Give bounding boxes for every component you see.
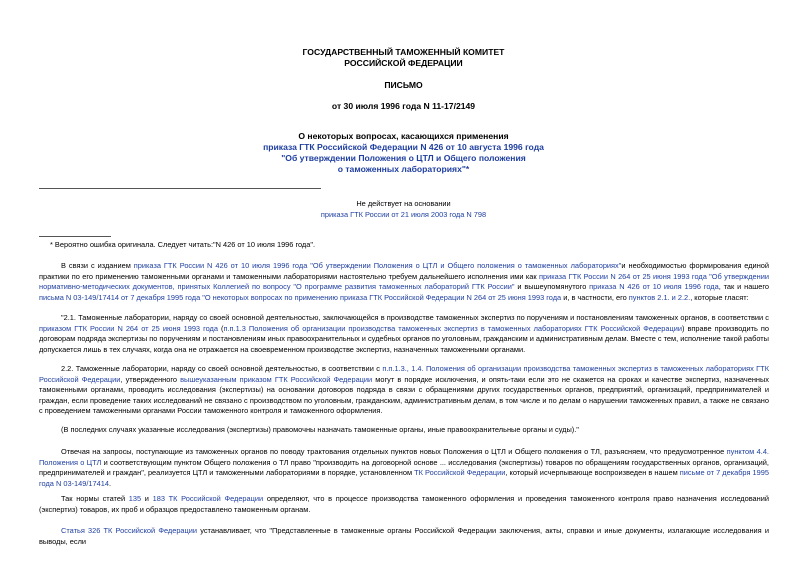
paragraph-6: Так нормы статей 135 и 183 ТК Российской Федерации определяют, что в процессе производства таможенного оформления и проведения таможенного контроля право назначения исследований (экспертиз) товаров, их проб и образцов предоставлено таможенным органам. (39, 494, 769, 514)
paragraph-1: В связи с изданием приказа ГТК России N 426 от 10 июля 1996 года "Об утверждении Положения о ЦТЛ и Общего положения о таможенных лабораториях"и необходимостью формирования единой практики по его применению таможенными органами и таможенными лабораториями настоятельно требуем дальнейшего исполнения ими как приказа ГТК России N 264 от 25 июня 1993 года "Об утверждении нормативно-методических документов, принятых Коллегией по вопросу "О программе развития таможенных лабораторий ГТК России" и вышеупомянутого приказа N 426 от 10 июля 1996 года, так и нашего письма N 03-149/17414 от 7 декабря 1995 года "О некоторых вопросах по применению приказа ГТК Российской Федерации N 264 от 25 июня 1993 года и, в частности, его пунктов 2.1. и 2.2., которые гласят: (39, 261, 770, 302)
link-article-135[interactable]: 135 (128, 494, 142, 503)
link-point-4-4[interactable]: пунктом 4.4. Положения о ЦТЛ (39, 447, 769, 467)
link-order-426[interactable]: приказа ГТК России N 426 от 10 июля 1996 года "Об утверждении Положения о ЦТЛ и Общего положения о таможенных лабораториях" (133, 261, 622, 270)
link-letter-1995[interactable]: письме от 7 декабря 1995 года N 03-149/17414 (39, 468, 769, 488)
link-article-326[interactable]: Статья 326 ТК Российской Федерации (61, 526, 198, 535)
link-customs-code[interactable]: ТК Российской Федерации (414, 468, 506, 478)
link-order-264-b[interactable]: приказом ГТК России N 264 от 25 июня 1993 года (39, 323, 218, 333)
doc-title-line1: О некоторых вопросах, касающихся применения (298, 131, 509, 141)
org-name-line1: ГОСУДАРСТВЕННЫЙ ТАМОЖЕННЫЙ КОМИТЕТ (302, 47, 505, 57)
link-letter-17414[interactable]: письма N 03-149/17414 от 7 декабря 1995 года "О некоторых вопросах по применению приказа ГТК Российской Федерации N 264 от 25 июня 1993 года (39, 292, 562, 302)
doc-date: от 30 июля 1996 года N 11-17/2149 (331, 101, 476, 111)
doc-type: ПИСЬМО (384, 80, 423, 90)
link-article-183[interactable]: 183 ТК Российской Федерации (152, 494, 264, 503)
link-regulation-1-3[interactable]: п.п.1.3 Положения об организации производства таможенных экспертиз в таможенных лабораториях ГТК Российской Федерации (223, 323, 682, 333)
link-regulation-1-3-1-4[interactable]: п.п.1.3., 1.4. Положения об организации производства таможенных экспертиз в таможенных лабораториях ГТК Российской Федерации (39, 364, 769, 384)
status-link[interactable]: приказа ГТК России от 21 июля 2003 года N 798 (320, 210, 487, 219)
footnote-divider (39, 236, 111, 237)
paragraph-2: "2.1. Таможенные лаборатории, наряду со своей основной деятельностью, заключающейся в производстве таможенных экспертиз по поручениям и постановлениям таможенных органов, в соответствии с приказом ГТК России N 264 от 25 июня 1993 года (п.п.1.3 Положения об организации производства таможенных экспертиз в таможенных лабораториях ГТК Российской Федерации) вправе производить по договорам подряда экспертизы по поручениям и постановлениям иных правоохранительных и судебных органов по уголовным, гражданским и административным делам. Вместе с тем, исполнение такой работы допускается лишь в тех случаях, когда она не отражается на своевременном производстве экспертиз, назначенных таможенными органами. (39, 313, 769, 354)
org-name-line2: РОССИЙСКОЙ ФЕДЕРАЦИИ (344, 58, 463, 68)
paragraph-4: (В последних случаях указанные исследования (экспертизы) правомочны назначать таможенные органы, иные правоохранительные органы и суды)." (61, 425, 579, 434)
footnote: * Вероятно ошибка оригинала. Следует читать:"N 426 от 10 июля 1996 года". (50, 240, 316, 249)
divider-top (39, 188, 321, 189)
link-order-264[interactable]: приказа ГТК России N 264 от 25 июня 1993 года "Об утверждении нормативно-методических документов, принятых Коллегией по вопросу "О программе развития таможенных лабораторий ГТК России" (39, 271, 769, 292)
link-points-2-1-2-2[interactable]: пунктов 2.1. и 2.2. (628, 292, 691, 302)
doc-title-link-line2[interactable]: приказа ГТК Российской Федерации N 426 от 10 августа 1996 года (263, 142, 544, 152)
paragraph-7: Статья 326 ТК Российской Федерации устанавливает, что "Представленные в таможенные органы Российской Федерации заключения, акты, справки и иные документы, излагающие исследования и выводы, если (39, 526, 769, 546)
paragraph-5: Отвечая на запросы, поступающие из таможенных органов по поводу трактования отдельных пунктов новых Положения о ЦТЛ и Общего положения о ТЛ, разъясняем, что предусмотренное пунктом 4.4. Положения о ЦТЛ и соответствующим пунктом Общего положения о ТЛ право "производить на договорной основе ... исследования (экспертизы) товаров по обращениям государственных органов, организаций, предпринимателей и граждан", реализуется ЦТЛ и таможенными лабораториями в порядке, установленном ТК Российской Федерации, который исчерпывающе воспроизведен в нашем письме от 7 декабря 1995 года N 03-149/17414. (39, 447, 769, 488)
link-above-order[interactable]: вышеуказанным приказом ГТК Российской Федерации (180, 374, 373, 384)
link-order-426-short[interactable]: приказа N 426 от 10 июля 1996 года (589, 282, 719, 292)
paragraph-3: 2.2. Таможенные лаборатории, наряду со своей основной деятельностью, в соответствии с п.п.1.3., 1.4. Положения об организации производства таможенных экспертиз в таможенных лабораториях ГТК Российской Федерации, утвержденного вышеуказанным приказом ГТК Российской Федерации могут в порядке исключения, и опять-таки если это не скажется на сроках и качестве экспертиз, назначенных таможенными органами, проводить исследования (экспертизы) на основании договоров подряда в связи с обращениями других государственных органов, предприятий, организаций, предпринимателей и граждан, если проведение таких исследований не связано с производством по уголовным, гражданским, административным делам, в том числе и по делам о нарушении таможенных правил, а также не связано с проведением таможенными органами России таможенного контроля и таможенного оформления. (39, 364, 769, 416)
doc-title-link-line4[interactable]: о таможенных лабораториях"* (337, 164, 470, 174)
doc-title-link-line3[interactable]: "Об утверждении Положения о ЦТЛ и Общего положения (281, 153, 526, 163)
status-text: Не действует на основании (356, 199, 451, 208)
